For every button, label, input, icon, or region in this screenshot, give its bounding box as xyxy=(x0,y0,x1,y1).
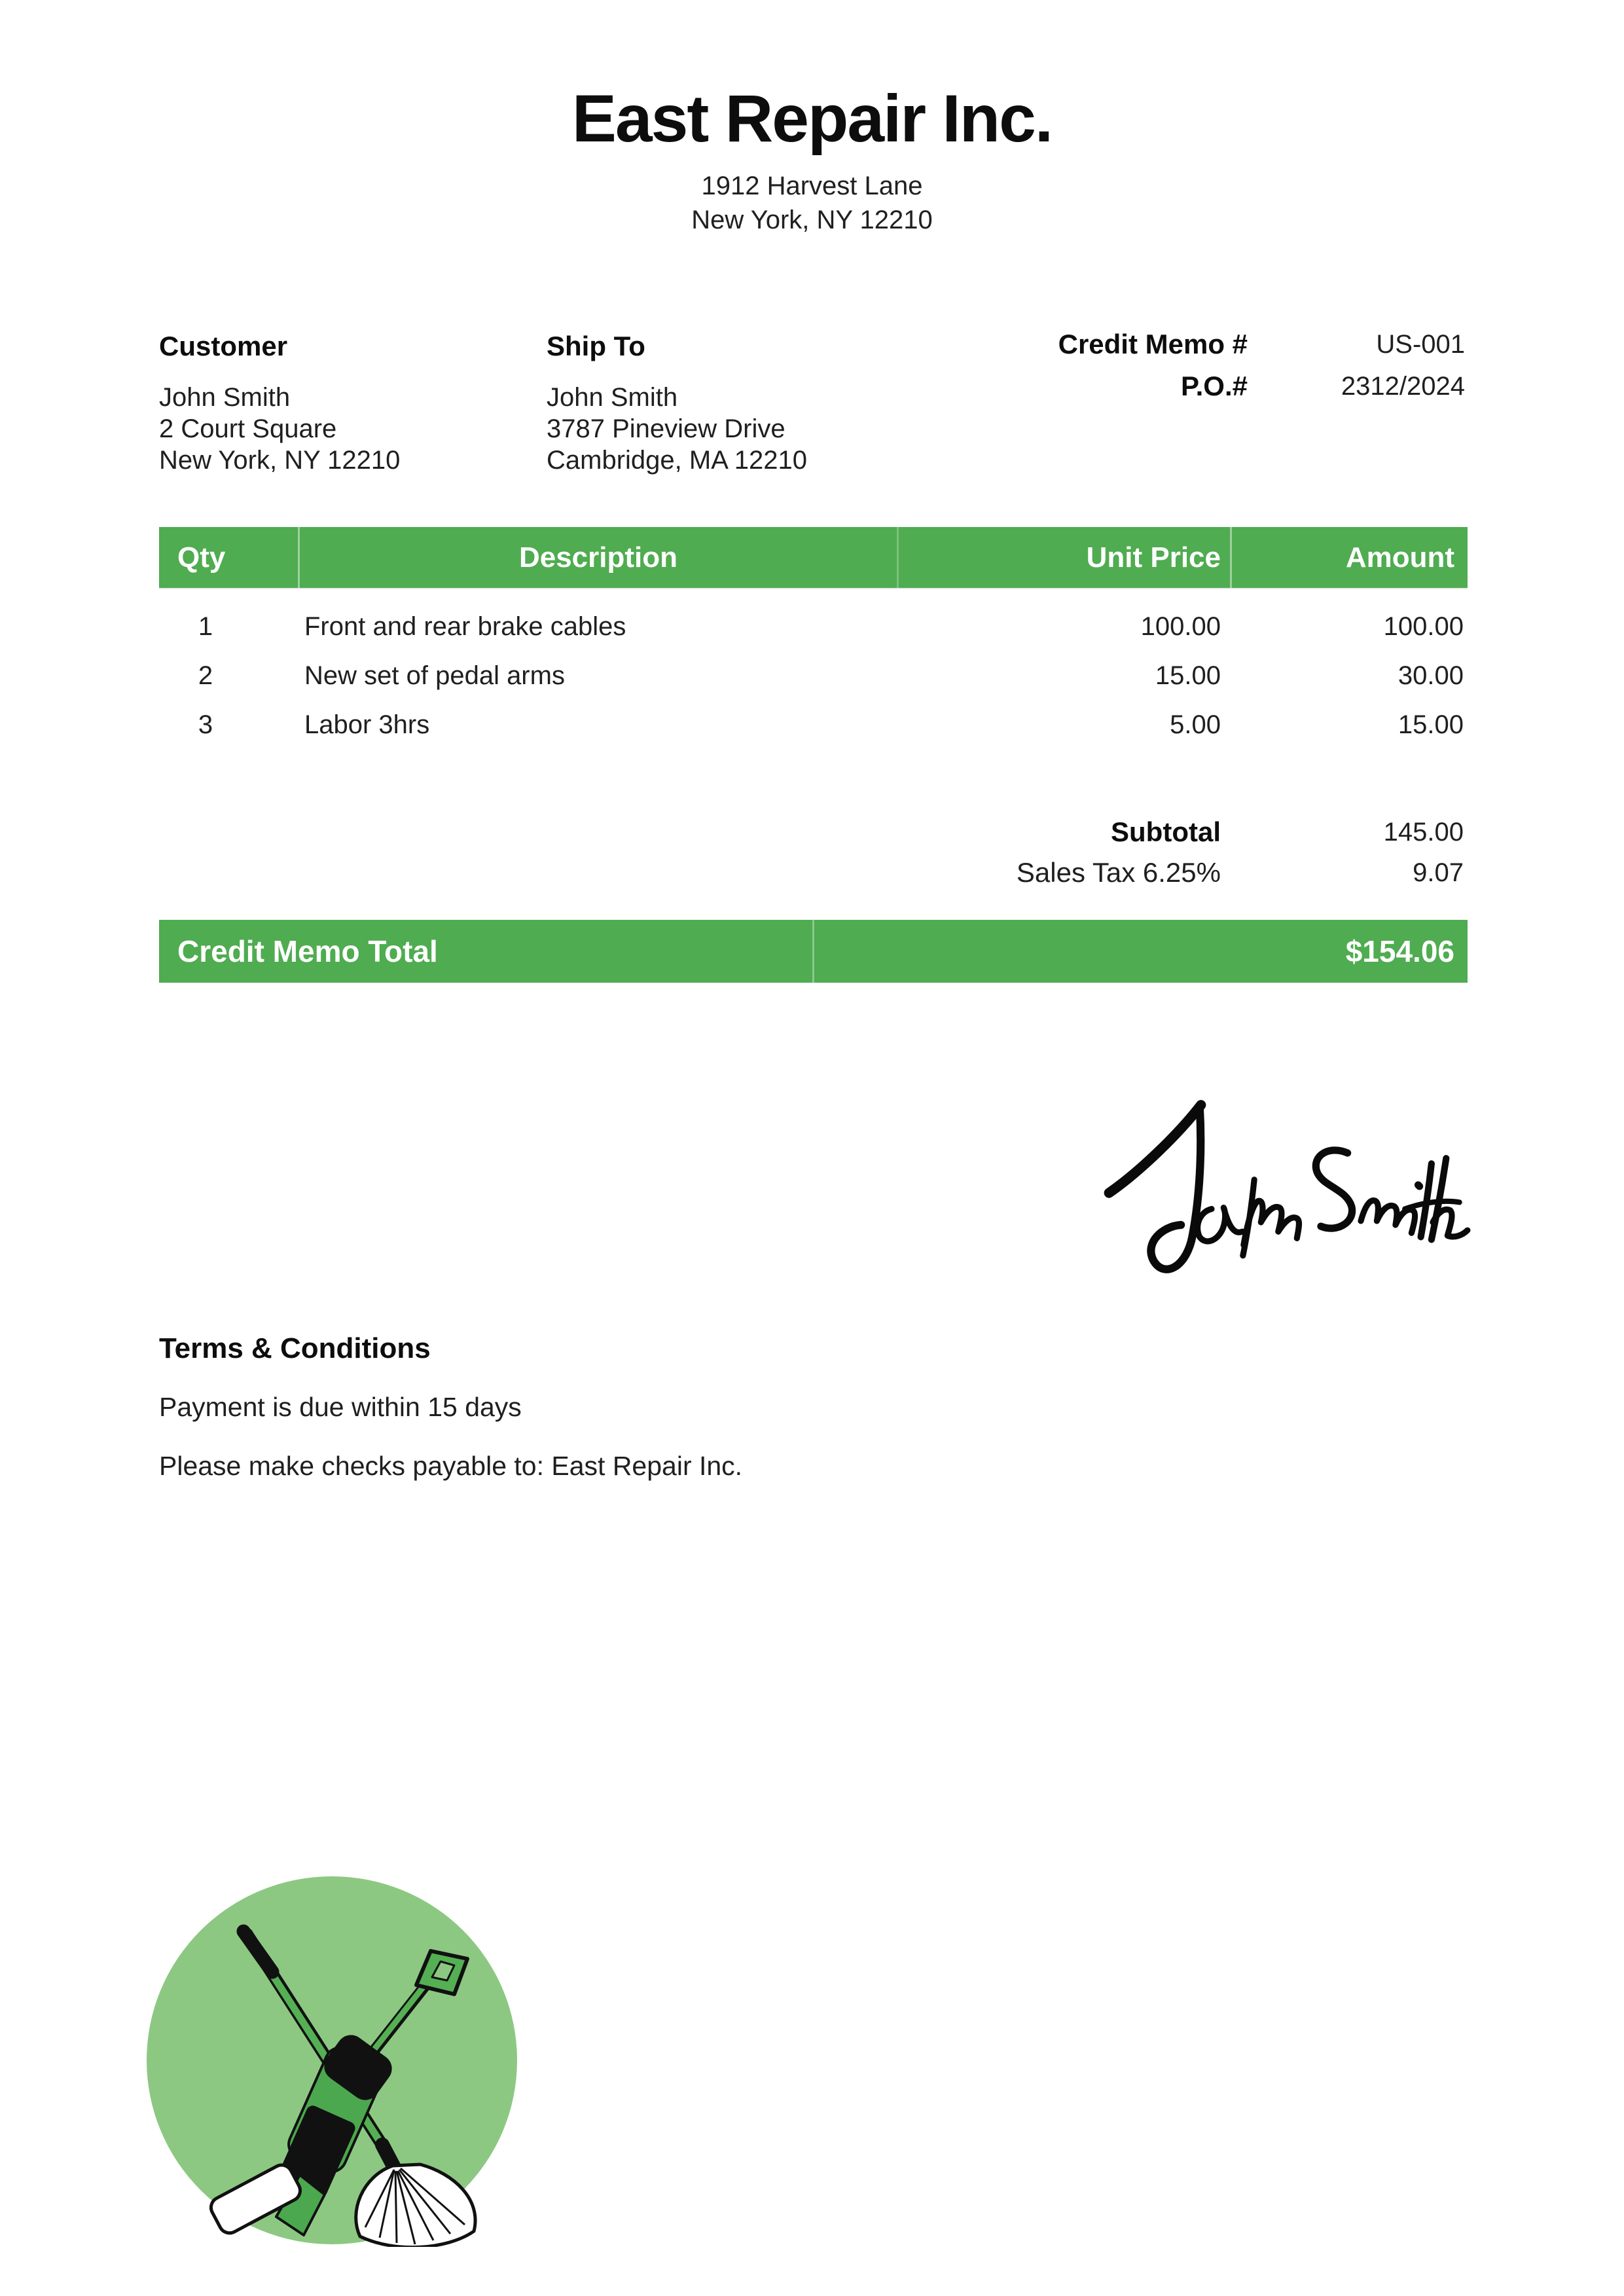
po-number-label: P.O.# xyxy=(1181,371,1248,401)
ship-to-street: 3787 Pineview Drive xyxy=(547,414,785,443)
table-row xyxy=(159,701,1468,750)
table-row xyxy=(159,651,1468,701)
sales-tax-value: 9.07 xyxy=(1413,858,1464,887)
subtotal-value: 145.00 xyxy=(1383,817,1464,847)
company-name: East Repair Inc. xyxy=(571,81,1053,156)
header-description: Description xyxy=(298,527,897,588)
ship-to-city: Cambridge, MA 12210 xyxy=(547,446,808,475)
terms-line-checks: Please make checks payable to: East Repair Inc. xyxy=(159,1451,743,1481)
ship-to-label: Ship To xyxy=(547,331,645,361)
signature-john-smith xyxy=(1100,1077,1473,1296)
parties-section xyxy=(159,331,1468,476)
row-amount: 30.00 xyxy=(1398,661,1464,690)
customer-street: 2 Court Square xyxy=(159,414,337,443)
company-logo xyxy=(145,1874,518,2247)
terms-title: Terms & Conditions xyxy=(159,1332,431,1364)
credit-memo-total-value: $154.06 xyxy=(812,920,1468,983)
terms-line-payment: Payment is due within 15 days xyxy=(159,1392,522,1422)
table-row xyxy=(159,602,1468,651)
row-unit-price: 100.00 xyxy=(1140,612,1221,641)
credit-memo-number-value: US-001 xyxy=(1376,330,1465,359)
row-amount: 100.00 xyxy=(1383,612,1464,641)
memo-meta-block xyxy=(1009,331,1468,476)
row-qty: 2 xyxy=(198,661,213,690)
row-qty: 3 xyxy=(198,710,213,739)
customer-city: New York, NY 12210 xyxy=(159,446,401,475)
cleaning-tools-logo-icon xyxy=(145,1874,518,2247)
document-header xyxy=(0,81,1624,237)
header-unit-price: Unit Price xyxy=(897,527,1230,588)
credit-memo-number-label: Credit Memo # xyxy=(1058,329,1248,359)
row-description: Front and rear brake cables xyxy=(304,612,626,641)
totals-section xyxy=(159,812,1468,893)
signature-icon xyxy=(1100,1077,1473,1296)
credit-memo-total-label: Credit Memo Total xyxy=(177,934,438,968)
ship-to-name: John Smith xyxy=(547,383,678,412)
credit-memo-total-bar xyxy=(159,920,1468,983)
ship-to-block xyxy=(547,331,1009,476)
company-address-line2: New York, NY 12210 xyxy=(691,206,933,234)
company-address xyxy=(0,169,1624,237)
sales-tax-row xyxy=(159,852,1468,893)
customer-name: John Smith xyxy=(159,383,291,412)
header-amount: Amount xyxy=(1230,527,1468,588)
company-address-line1: 1912 Harvest Lane xyxy=(701,172,923,200)
items-table xyxy=(159,527,1468,750)
po-number-value: 2312/2024 xyxy=(1341,372,1465,401)
items-table-header xyxy=(159,527,1468,589)
subtotal-label: Subtotal xyxy=(1111,816,1221,847)
row-unit-price: 5.00 xyxy=(1170,710,1221,739)
row-description: New set of pedal arms xyxy=(304,661,565,690)
subtotal-row xyxy=(159,812,1468,852)
row-amount: 15.00 xyxy=(1398,710,1464,739)
sales-tax-label: Sales Tax 6.25% xyxy=(1016,857,1221,888)
row-qty: 1 xyxy=(198,612,213,641)
items-table-body xyxy=(159,589,1468,750)
customer-label: Customer xyxy=(159,331,288,361)
row-unit-price: 15.00 xyxy=(1155,661,1221,690)
header-qty: Qty xyxy=(177,541,226,574)
row-description: Labor 3hrs xyxy=(304,710,430,739)
customer-block xyxy=(159,331,547,476)
